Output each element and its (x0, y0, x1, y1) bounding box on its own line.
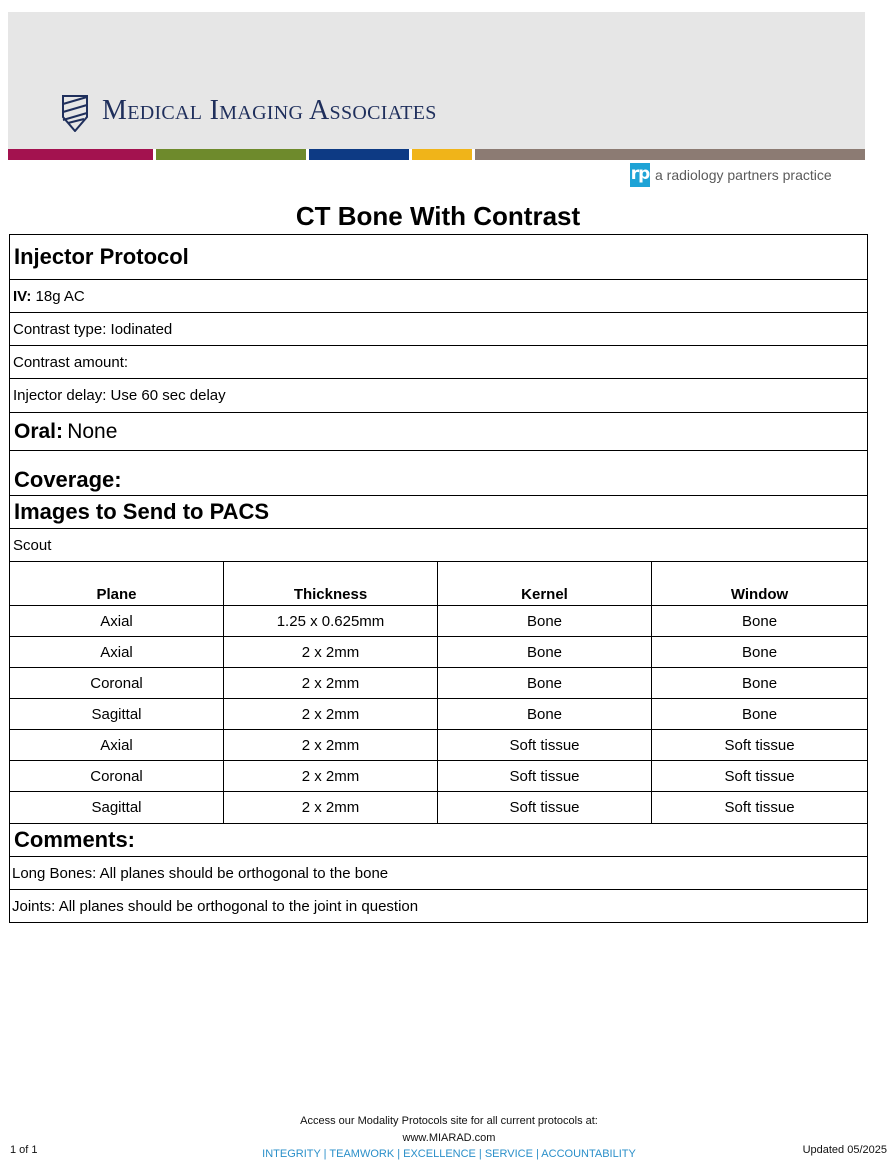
radiology-partners-logo: rp (630, 163, 650, 187)
table-row (10, 637, 868, 668)
window-cell: Bone (652, 699, 868, 730)
plane-cell: Sagittal (10, 699, 224, 730)
window-cell: Soft tissue (652, 730, 868, 761)
thickness-cell: 2 x 2mm (224, 637, 438, 668)
kernel-cell: Bone (438, 699, 652, 730)
brand-stripe (309, 149, 409, 160)
table-row (10, 668, 868, 699)
window-cell: Bone (652, 606, 868, 637)
thickness-cell: 1.25 x 0.625mm (224, 606, 438, 637)
window-cell: Soft tissue (652, 792, 868, 824)
protocol-table (9, 234, 868, 923)
injector-delay: Injector delay: Use 60 sec delay (10, 379, 868, 413)
page-number: 1 of 1 (10, 1144, 38, 1156)
brand-stripe (156, 149, 306, 160)
kernel-cell: Soft tissue (438, 730, 652, 761)
table-row (10, 730, 868, 761)
organization-name: Medical Imaging Associates (102, 95, 437, 126)
document-title: CT Bone With Contrast (295, 201, 581, 231)
kernel-cell: Bone (438, 668, 652, 699)
thickness-cell: 2 x 2mm (224, 730, 438, 761)
footer-url[interactable]: www.MIARAD.com (402, 1131, 496, 1144)
table-row (10, 792, 868, 824)
window-cell: Bone (652, 668, 868, 699)
comments-heading: Comments: (10, 824, 868, 857)
kernel-cell: Bone (438, 606, 652, 637)
iv-row (10, 280, 868, 313)
window-cell: Soft tissue (652, 761, 868, 792)
footer-access-line: Access our Modality Protocols site for all current protocols at: (300, 1115, 598, 1127)
iv-value: 18g AC (35, 287, 85, 305)
kernel-cell: Soft tissue (438, 792, 652, 824)
pacs-heading: Images to Send to PACS (10, 496, 868, 529)
coverage-heading: Coverage: (10, 451, 868, 496)
thickness-cell: 2 x 2mm (224, 668, 438, 699)
oral-label: Oral: (14, 419, 64, 443)
column-header-thickness: Thickness (224, 562, 438, 606)
shield-logo-icon (62, 95, 88, 132)
thickness-cell: 2 x 2mm (224, 761, 438, 792)
kernel-cell: Soft tissue (438, 761, 652, 792)
thickness-cell: 2 x 2mm (224, 699, 438, 730)
table-row (10, 699, 868, 730)
scout-row: Scout (10, 529, 868, 562)
brand-stripe (475, 149, 865, 160)
oral-row (10, 413, 868, 451)
column-header-window: Window (652, 562, 868, 606)
contrast-amount: Contrast amount: (10, 346, 868, 379)
plane-cell: Axial (10, 637, 224, 668)
plane-cell: Coronal (10, 668, 224, 699)
plane-cell: Sagittal (10, 792, 224, 824)
pacs-column-headers (10, 562, 868, 606)
iv-label: IV: (13, 287, 32, 305)
comment-long-bones: Long Bones: All planes should be orthogonal to the bone (10, 857, 868, 890)
contrast-type: Contrast type: Iodinated (10, 313, 868, 346)
brand-stripe (8, 149, 153, 160)
oral-value: None (67, 419, 118, 443)
injector-protocol-heading: Injector Protocol (10, 235, 868, 280)
table-row (10, 606, 868, 637)
plane-cell: Axial (10, 606, 224, 637)
updated-date: Updated 05/2025 (802, 1144, 887, 1156)
plane-cell: Coronal (10, 761, 224, 792)
brand-stripe (412, 149, 472, 160)
column-header-plane: Plane (10, 562, 224, 606)
window-cell: Bone (652, 637, 868, 668)
footer-values: INTEGRITY | TEAMWORK | EXCELLENCE | SERVICE | ACCOUNTABILITY (262, 1148, 636, 1160)
footer-center (249, 1113, 649, 1163)
header-band (8, 12, 865, 149)
partner-tagline: a radiology partners practice (655, 167, 832, 183)
kernel-cell: Bone (438, 637, 652, 668)
column-header-kernel: Kernel (438, 562, 652, 606)
table-row (10, 761, 868, 792)
comment-joints: Joints: All planes should be orthogonal to the joint in question (10, 890, 868, 923)
thickness-cell: 2 x 2mm (224, 792, 438, 824)
plane-cell: Axial (10, 730, 224, 761)
